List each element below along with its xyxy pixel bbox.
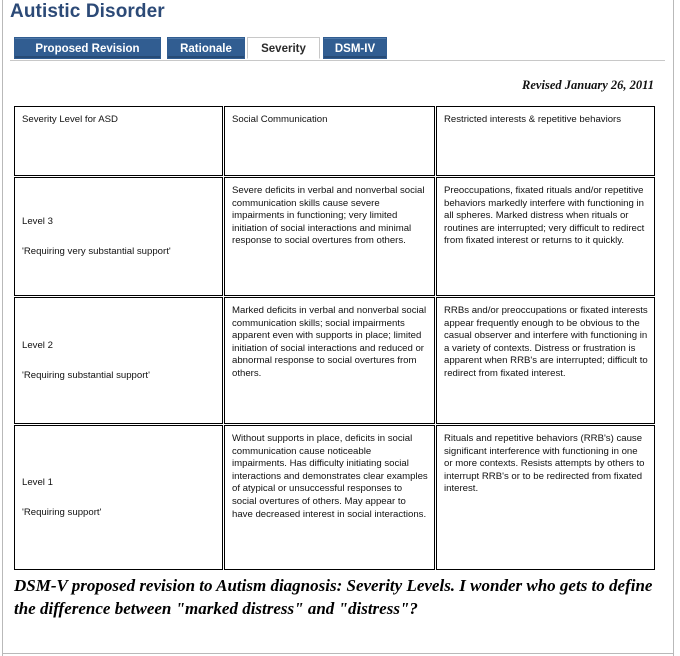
column-header-severity-level (14, 106, 223, 176)
tab-proposed-revision[interactable]: Proposed Revision (14, 37, 161, 59)
page-title: Autistic Disorder (10, 1, 165, 22)
cell-text: RRBs and/or preoccupations or fixated interests appear frequently enough to be obvious to the casual observer and interfere with functioning in a variety of contexts. Distress or frustration is apparent when RRB's are interrupted; difficult to redirect from fixated interest. (444, 305, 648, 379)
revised-date-note: Revised January 26, 2011 (522, 78, 654, 92)
cell-level-label (14, 425, 223, 570)
level-descriptor: 'Requiring very substantial support' (22, 245, 171, 257)
table-header-row (14, 106, 655, 176)
tab-rationale[interactable]: Rationale (167, 37, 245, 59)
column-header-text: Restricted interests & repetitive behaviors (444, 114, 622, 125)
column-header-text: Severity Level for ASD (22, 114, 118, 125)
level-name: Level 2 (22, 339, 53, 351)
cell-text: Rituals and repetitive behaviors (RRB's) cause significant interference with functioning in one or more contexts. Resists attempts by others to interrupt RRB's or to be redirected from fixated interest. (444, 433, 645, 495)
column-header-restricted-repetitive (436, 106, 655, 176)
cell-text: Severe deficits in verbal and nonverbal social communication skills cause severe impairments in functioning; very limited initiation of social interactions and minimal response to social overtures from others. (232, 185, 425, 247)
cell-restricted-repetitive (436, 425, 655, 570)
severity-levels-table (13, 105, 656, 571)
level-name: Level 3 (22, 215, 53, 227)
cell-level-label (14, 177, 223, 296)
level-descriptor: 'Requiring substantial support' (22, 369, 150, 381)
cell-text: Without supports in place, deficits in social communication cause noticeable impairments. Has difficulty initiating social interactions and demonstrates clear examples of atypical or unsuccessful responses to social overtures of others. May appear to have decreased interest in social interactions. (232, 433, 428, 520)
table-row (14, 177, 655, 296)
cell-restricted-repetitive (436, 297, 655, 424)
column-header-text: Social Communication (232, 114, 328, 125)
level-descriptor: 'Requiring support' (22, 506, 102, 518)
tab-strip (10, 37, 670, 61)
column-header-social-communication (224, 106, 435, 176)
cell-social-communication (224, 425, 435, 570)
tab-strip-underline (10, 60, 665, 61)
cell-social-communication (224, 177, 435, 296)
table-row (14, 425, 655, 570)
tab-dsm-iv[interactable]: DSM-IV (323, 37, 387, 59)
figure-caption: DSM-V proposed revision to Autism diagnosis: Severity Levels. I wonder who gets to define the difference between "marked distress" and "distress"? (14, 576, 653, 618)
cell-restricted-repetitive (436, 177, 655, 296)
cell-text: Marked deficits in verbal and nonverbal social communication skills; social impairments apparent even with supports in place; limited initiation of social interactions and reduced or abnormal response to social overtures from others. (232, 305, 427, 379)
table-row (14, 297, 655, 424)
cell-level-label (14, 297, 223, 424)
cell-text: Preoccupations, fixated rituals and/or repetitive behaviors markedly interfere with functioning in all spheres. Marked distress when rituals or routines are interrupted; very difficult to redirect from fixated interest or returns to it quickly. (444, 185, 645, 247)
level-name: Level 1 (22, 476, 53, 488)
page-bottom-rule (2, 653, 674, 654)
tab-severity[interactable]: Severity (247, 37, 320, 59)
cell-social-communication (224, 297, 435, 424)
